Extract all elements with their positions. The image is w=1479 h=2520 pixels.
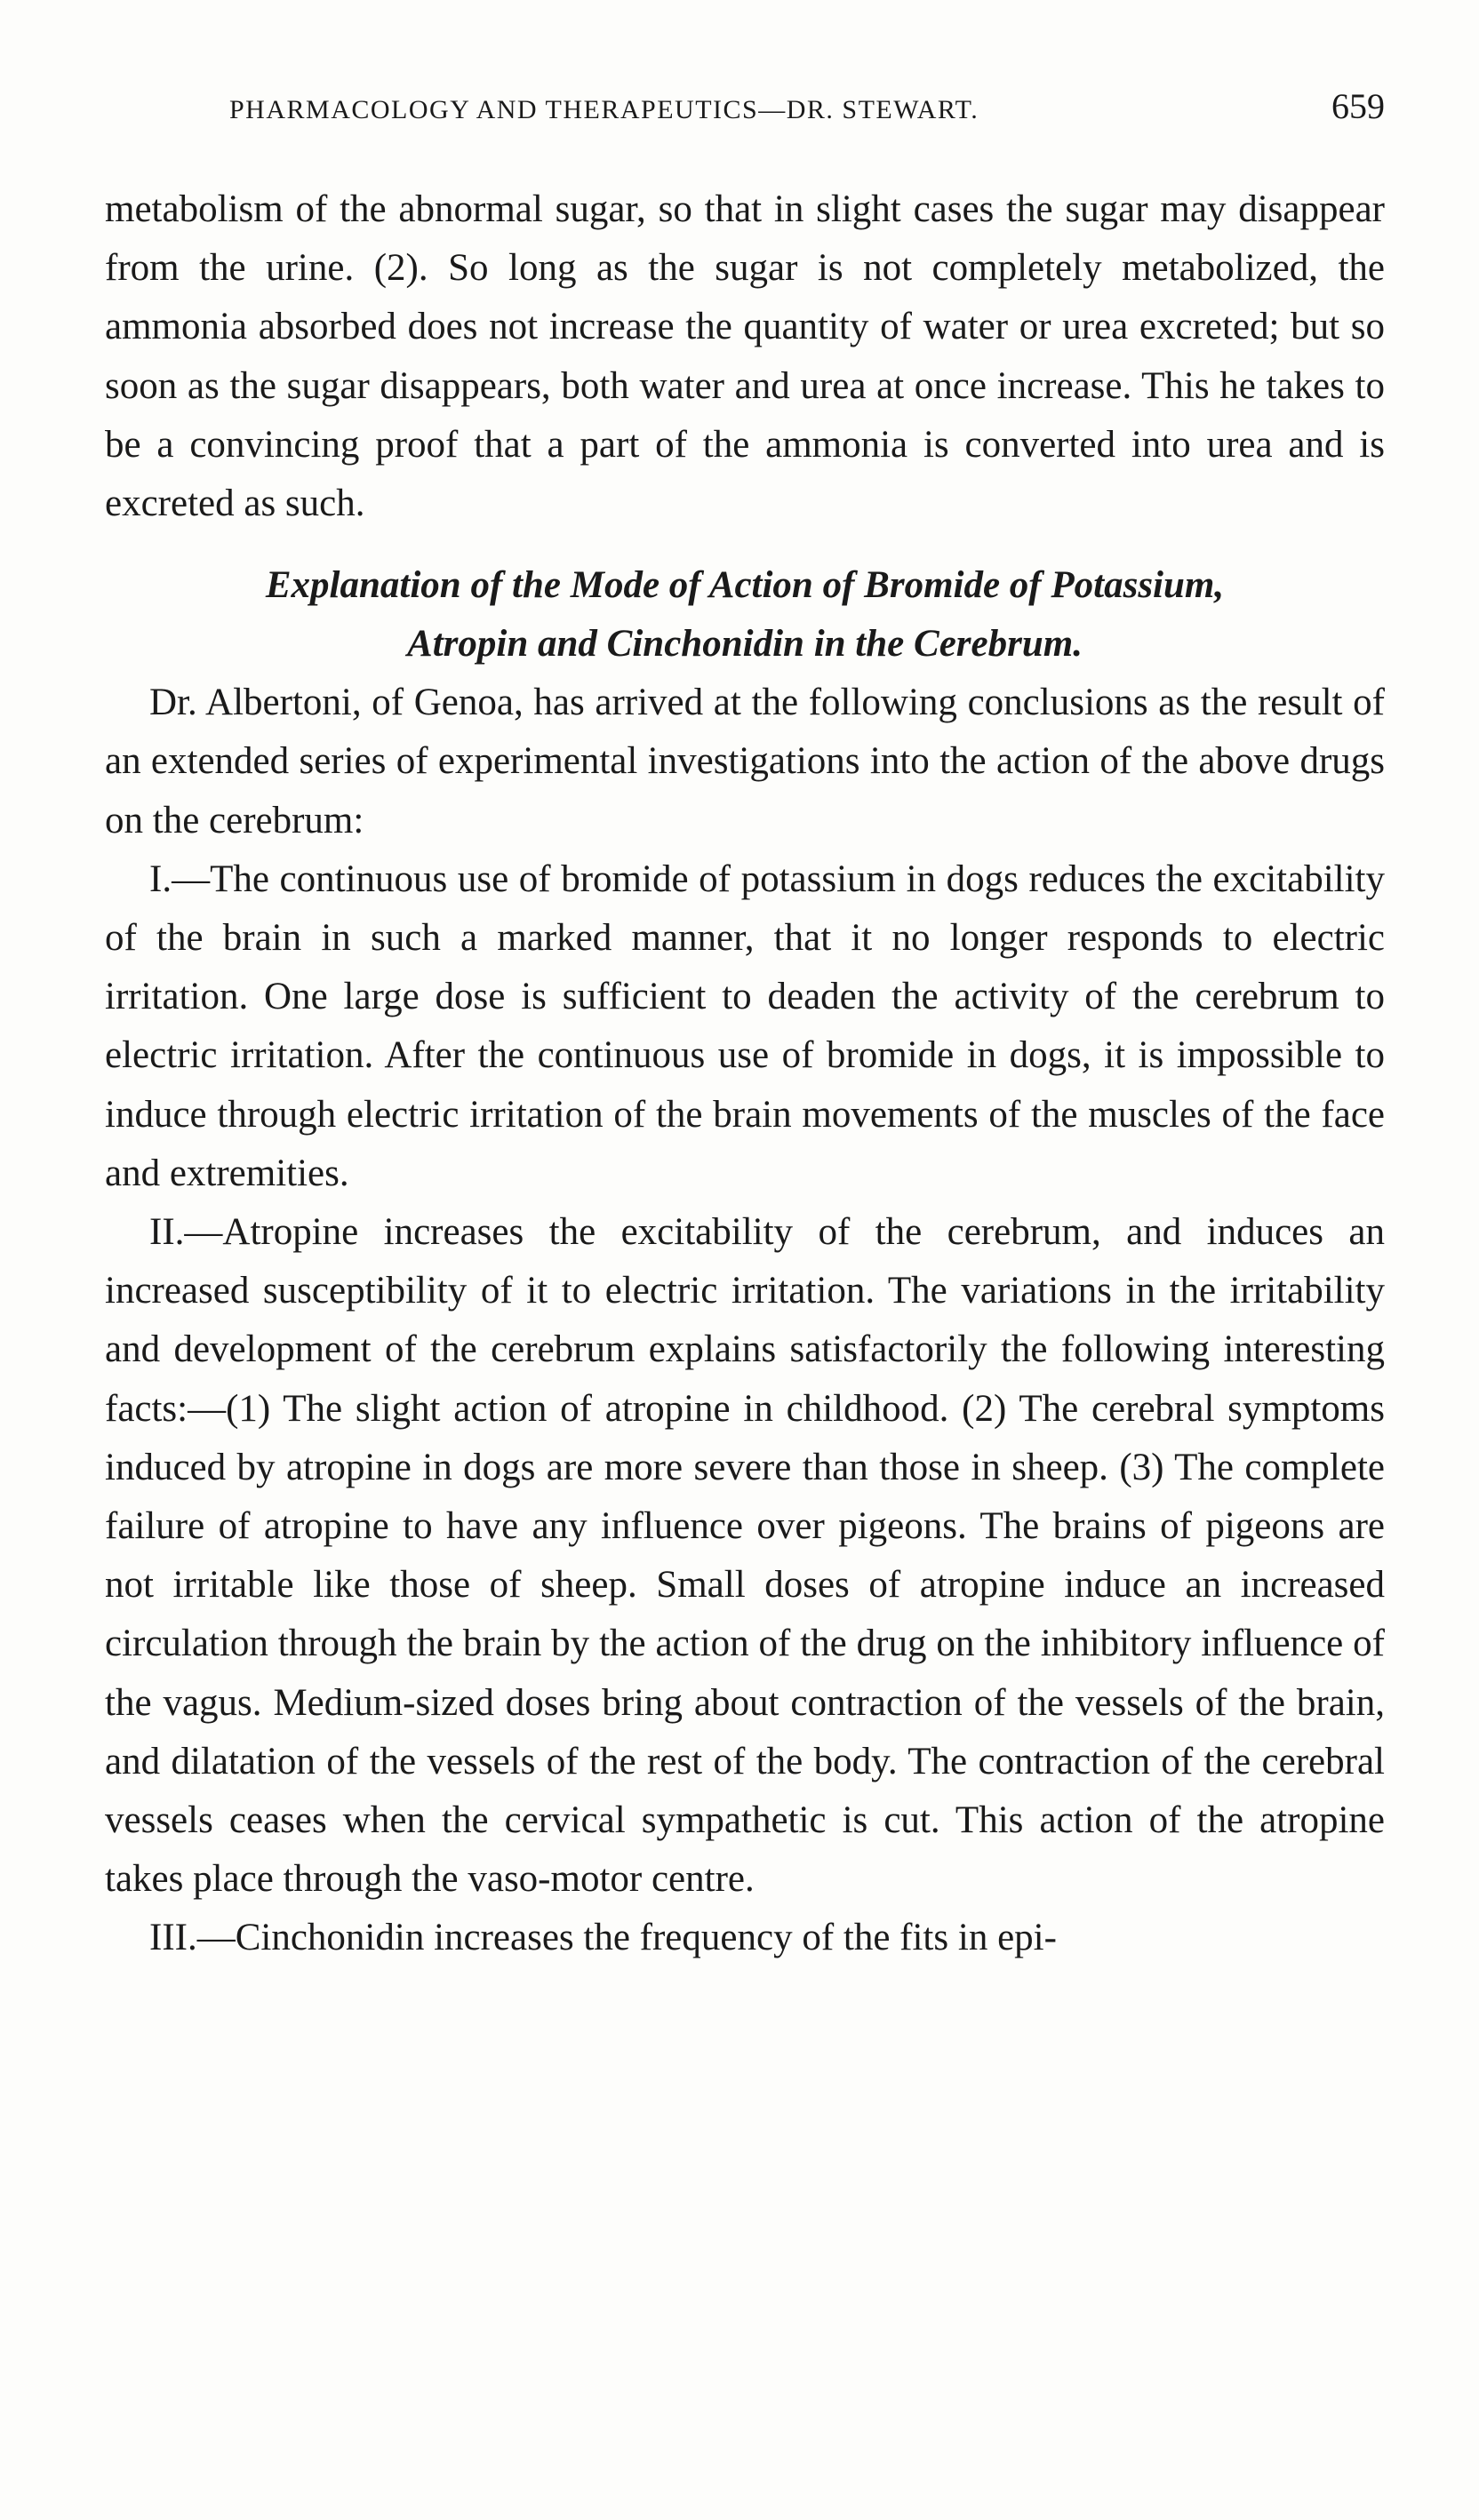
running-head: [105, 85, 1385, 127]
page: [105, 85, 1385, 1968]
body-text: [105, 180, 1385, 1968]
paragraph-cinchonidin: III.—Cinchonidin increases the frequency of the fits in epi-: [149, 1917, 1057, 1959]
paragraph-bromide: I.—The continuous use of bromide of potassium in dogs reduces the excitability of the brain in such a marked manner, that it no longer responds to electric irritation. One large dose is sufficient to deaden the activity of the cerebrum to electric irritation. After the continuous use of bromide in dogs, it is impossible to induce through electric irritation of the brain movements of the muscles of the face and extremities.: [105, 857, 1385, 1194]
section-heading: [105, 556, 1385, 674]
paragraph-continued: metabolism of the abnormal sugar, so that in slight cases the sugar may disappear from the urine. (2). So long as the sugar is not completely metabolized, the ammonia absorbed does not increase the quantity of water or urea excreted; but so soon as the sugar disappears, both water and urea at once increase. This he takes to be a convincing proof that a part of the ammonia is converted into urea and is excreted as such.: [105, 188, 1385, 525]
section-heading-line-1: Explanation of the Mode of Action of Bromide of Potassium,: [265, 564, 1225, 607]
paragraph-intro: Dr. Albertoni, of Genoa, has arrived at the following conclusions as the result of an extended series of experimental investigations into the action of the above drugs on the cerebrum:: [105, 682, 1385, 841]
page-number: 659: [1331, 86, 1385, 126]
paragraph-atropine: II.—Atropine increases the excitability of the cerebrum, and induces an increased susceptibility of it to electric irritation. The variations in the irritability and development of the cerebrum explains satisfactorily the following interesting facts:—(1) The slight action of atropine in childhood. (2) The cerebral symptoms induced by atropine in dogs are more severe than those in sheep. (3) The complete failure of atropine to have any influence over pigeons. The brains of pigeons are not irritable like those of sheep. Small doses of atropine induce an increased circulation through the brain by the action of the drug on the inhibitory influence of the vagus. Medium-sized doses bring about contraction of the vessels of the brain, and dilatation of the vessels of the rest of the body. The contraction of the cerebral vessels ceases when the cervical sympathetic is cut. This action of the atropine takes place through the vaso-motor centre.: [105, 1211, 1385, 1901]
running-head-title: PHARMACOLOGY AND THERAPEUTICS—DR. STEWART.: [229, 95, 979, 124]
section-heading-line-2: Atropin and Cinchonidin in the Cerebrum.: [407, 623, 1083, 666]
